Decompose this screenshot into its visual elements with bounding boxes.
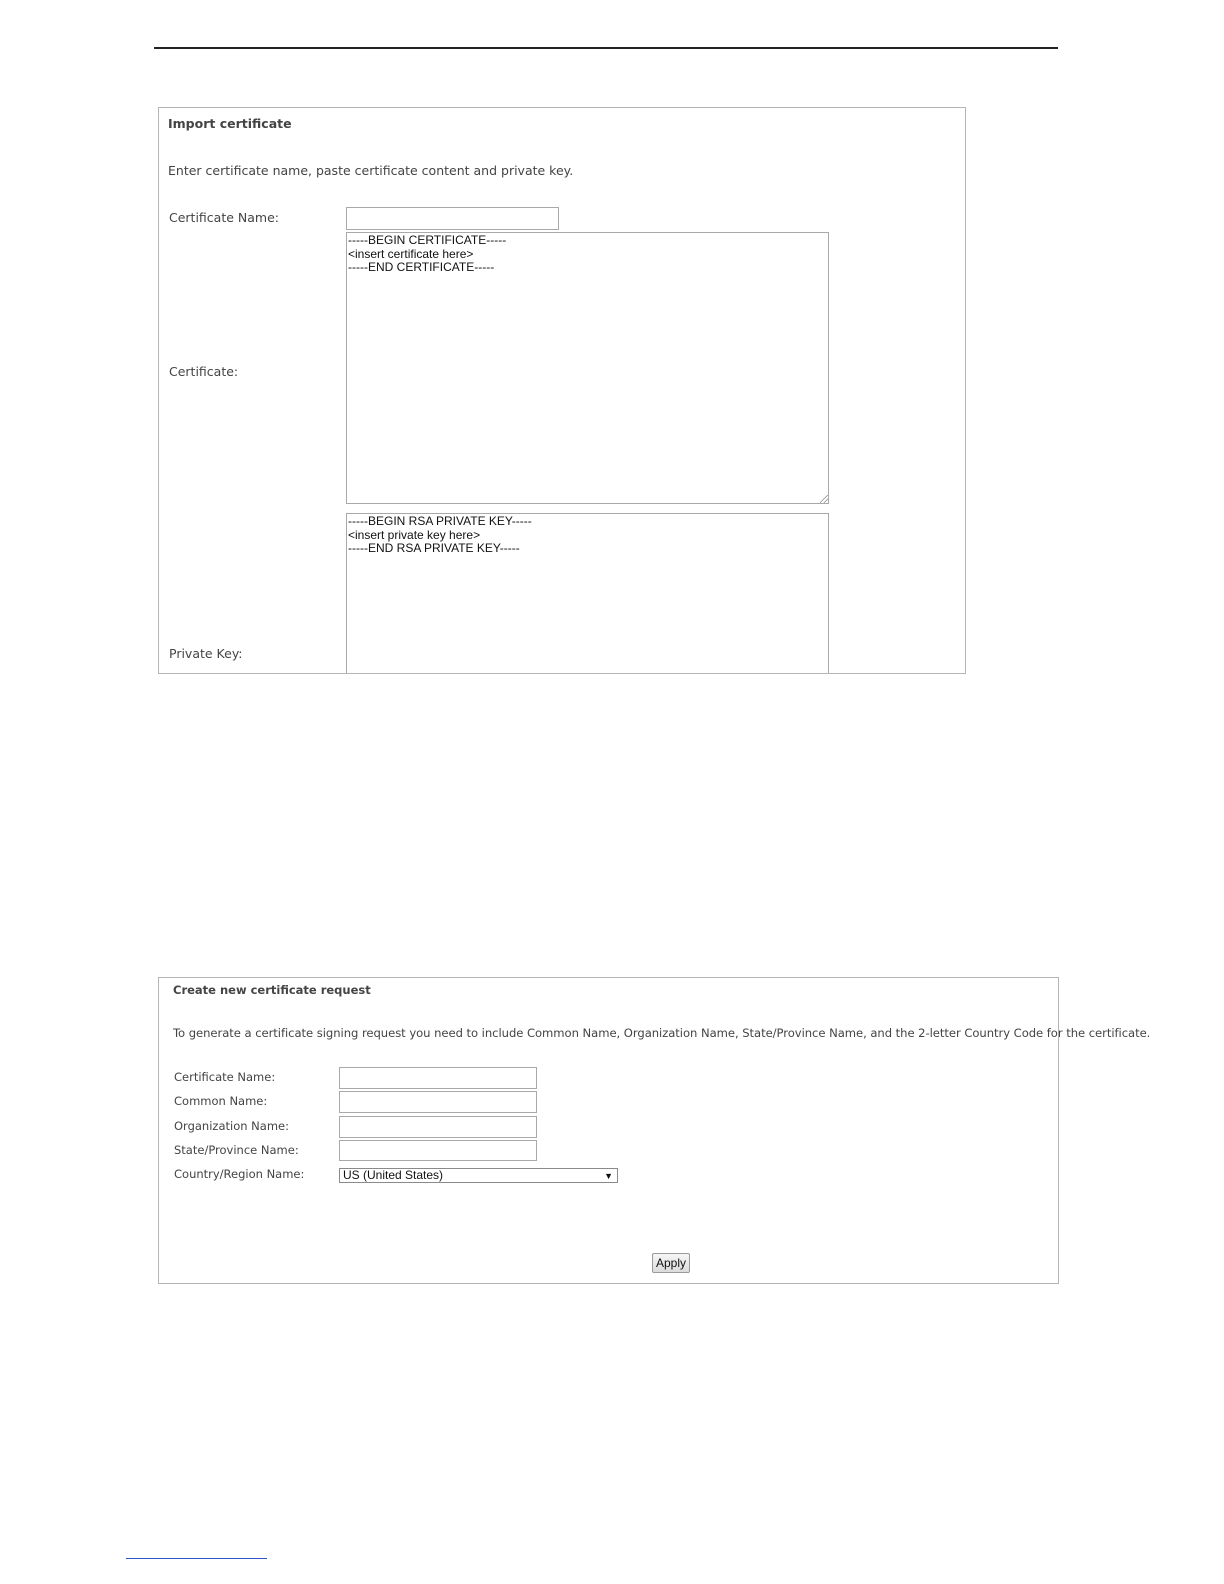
certificate-textarea[interactable] [346, 232, 829, 504]
import-certificate-description: Enter certificate name, paste certificate content and private key. [168, 163, 574, 178]
dropdown-arrow-icon: ▼ [604, 1171, 613, 1181]
footnote-divider [126, 1558, 267, 1559]
import-certificate-panel [158, 107, 966, 674]
certificate-request-panel [158, 977, 1151, 1284]
certificate-name-input[interactable] [346, 207, 559, 230]
certificate-request-description: To generate a certificate signing request you need to include Common Name, Organization Name, State/Province Name, and the 2-letter Country Code for the certificate. [173, 1026, 1151, 1040]
certificate-label: Certificate: [169, 364, 239, 379]
country-region-select[interactable] [339, 1168, 618, 1183]
private-key-label: Private Key: [169, 646, 243, 661]
certificate-name-label: Certificate Name: [169, 210, 279, 225]
country-region-name-label: Country/Region Name: [174, 1167, 305, 1181]
csr-certificate-name-label: Certificate Name: [174, 1070, 276, 1084]
csr-certificate-name-input[interactable] [339, 1067, 537, 1089]
apply-button[interactable]: Apply [652, 1253, 690, 1273]
state-province-name-label: State/Province Name: [174, 1143, 299, 1157]
header-divider [154, 47, 1058, 49]
resize-grip-icon[interactable] [820, 495, 828, 503]
country-selected-value: US (United States) [343, 1168, 444, 1182]
organization-name-input[interactable] [339, 1116, 537, 1138]
certificate-textarea-wrapper [346, 232, 829, 504]
private-key-textarea[interactable] [346, 513, 829, 674]
common-name-label: Common Name: [174, 1094, 268, 1108]
certificate-request-title: Create new certificate request [173, 983, 371, 997]
state-province-name-input[interactable] [339, 1140, 537, 1161]
organization-name-label: Organization Name: [174, 1119, 289, 1133]
import-certificate-title: Import certificate [168, 116, 292, 131]
common-name-input[interactable] [339, 1091, 537, 1113]
